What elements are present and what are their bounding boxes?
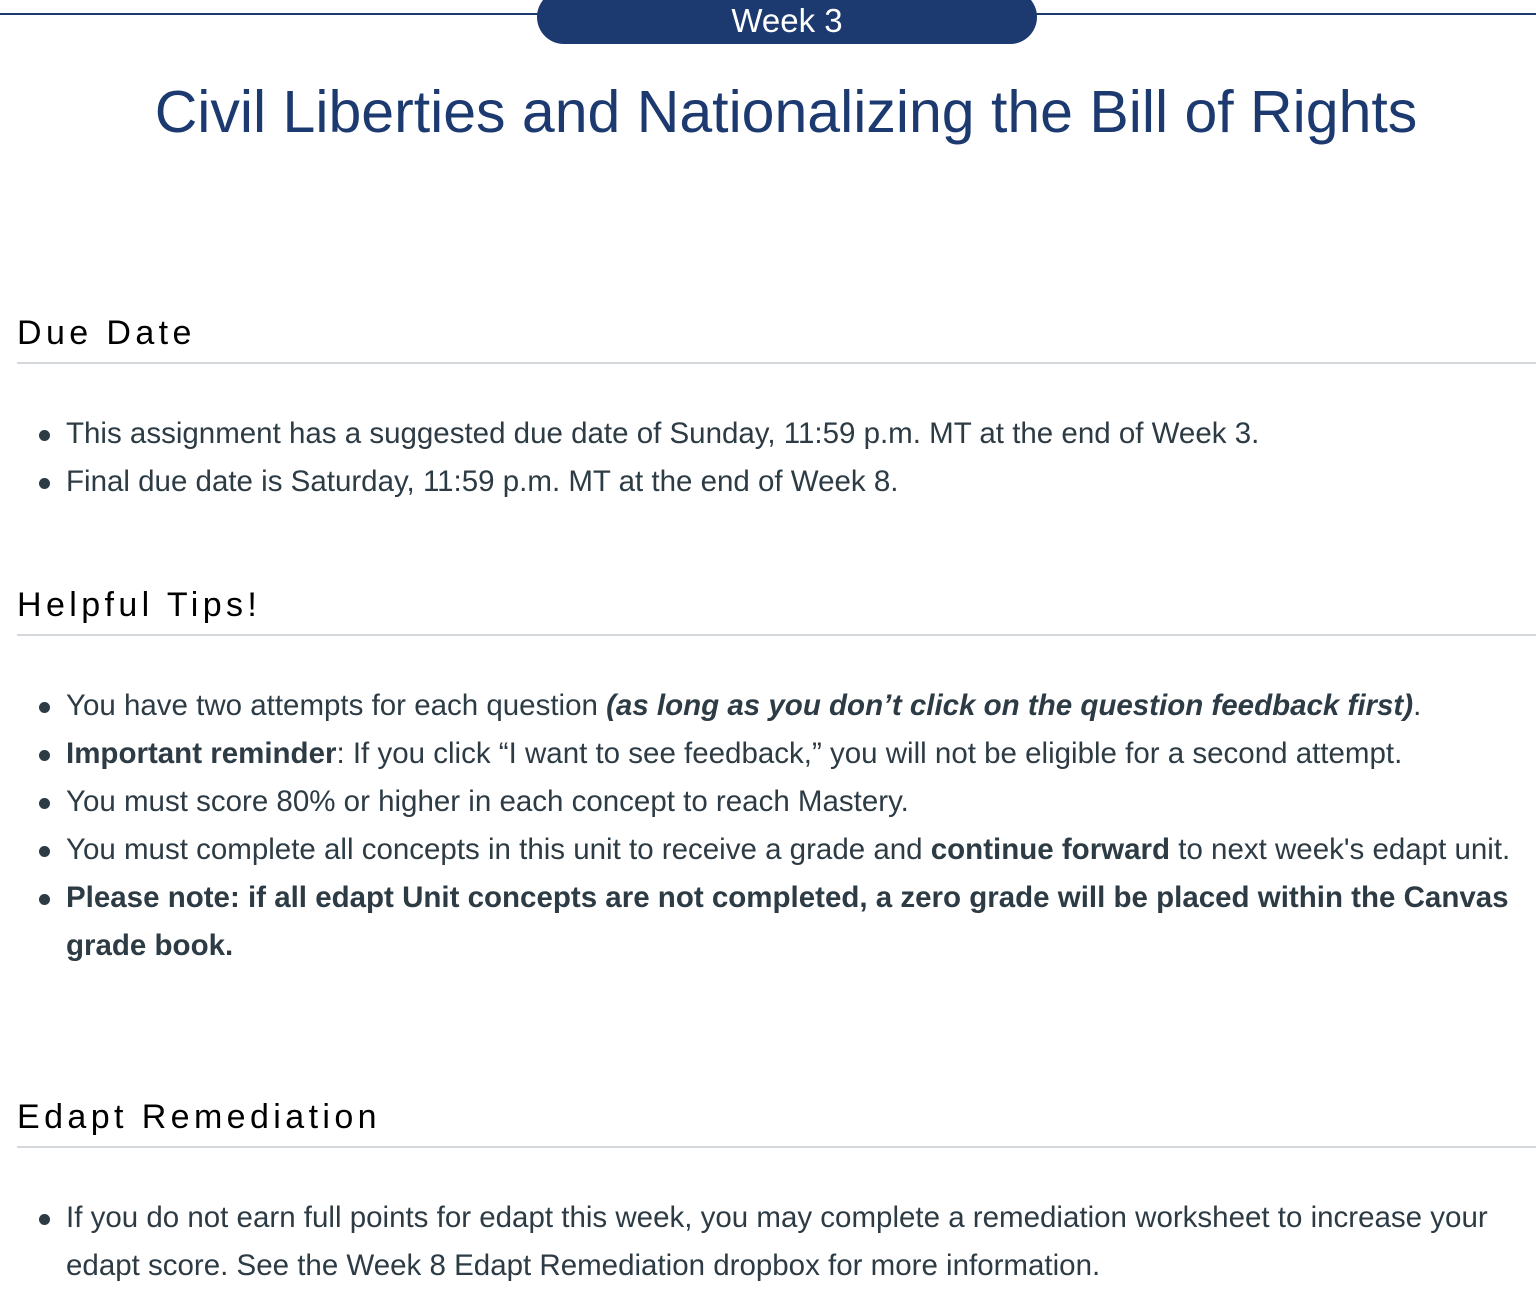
list-item bbox=[17, 730, 1536, 778]
tip-bold: Please note: if all edapt Unit concepts are not completed, a zero grade will be placed within the Canvas grade book. bbox=[66, 881, 1509, 962]
edapt-remediation-heading: Edapt Remediation bbox=[17, 1097, 1536, 1148]
tip-text: to next week's edapt unit. bbox=[1170, 833, 1511, 866]
tip-text: You must complete all concepts in this unit to receive a grade and bbox=[66, 833, 931, 866]
list-item: Final due date is Saturday, 11:59 p.m. MT at the end of Week 8. bbox=[17, 458, 1536, 506]
edapt-remediation-list bbox=[17, 1194, 1536, 1290]
list-item bbox=[17, 682, 1536, 730]
helpful-tips-heading: Helpful Tips! bbox=[17, 585, 1536, 636]
helpful-tips-section bbox=[17, 585, 1536, 970]
week-banner bbox=[0, 0, 1536, 48]
tip-text: : If you click “I want to see feedback,” you will not be eligible for a second attempt. bbox=[336, 737, 1403, 770]
page-title: Civil Liberties and Nationalizing the Bill of Rights bbox=[154, 79, 1418, 145]
list-item bbox=[17, 874, 1536, 970]
due-date-section bbox=[17, 313, 1536, 506]
helpful-tips-list bbox=[17, 682, 1536, 970]
list-item bbox=[17, 778, 1536, 826]
due-date-heading: Due Date bbox=[17, 313, 1536, 364]
tip-emphasis: (as long as you don’t click on the question feedback first) bbox=[606, 689, 1414, 722]
list-item bbox=[17, 826, 1536, 874]
edapt-remediation-section bbox=[17, 1097, 1536, 1290]
tip-text: You must score 80% or higher in each concept to reach Mastery. bbox=[66, 785, 909, 818]
list-item: This assignment has a suggested due date of Sunday, 11:59 p.m. MT at the end of Week 3. bbox=[17, 410, 1536, 458]
list-item: If you do not earn full points for edapt this week, you may complete a remediation worksheet to increase your edapt score. See the Week 8 Edapt Remediation dropbox for more information. bbox=[17, 1194, 1536, 1290]
tip-bold: Important reminder bbox=[66, 737, 337, 770]
tip-text: You have two attempts for each question bbox=[66, 689, 607, 722]
tip-end: . bbox=[1413, 689, 1422, 722]
due-date-list bbox=[17, 410, 1536, 506]
week-badge bbox=[537, 0, 1037, 44]
tip-bold: continue forward bbox=[930, 833, 1171, 866]
week-label: Week 3 bbox=[731, 2, 843, 39]
